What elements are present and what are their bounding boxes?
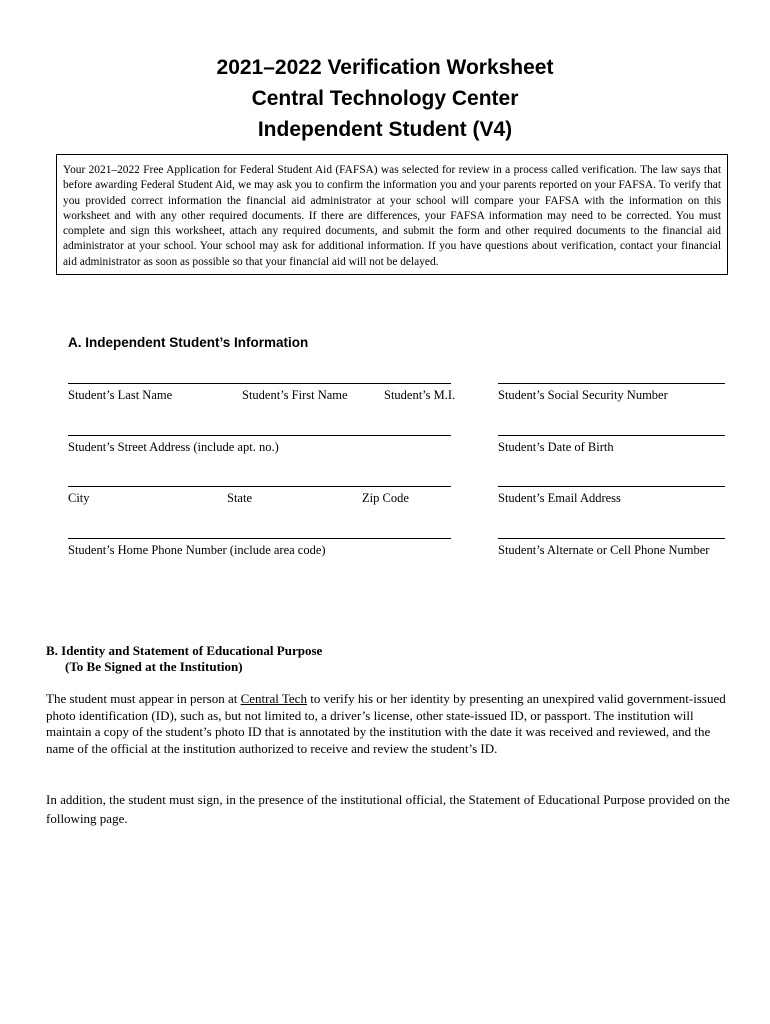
last-name-label: Student’s Last Name [68,388,173,402]
city-state-zip-input-line[interactable] [68,486,451,487]
zip-label: Zip Code [362,491,409,505]
home-phone-label: Student’s Home Phone Number (include area code) [68,543,326,557]
section-a-heading: A. Independent Student’s Information [68,335,309,350]
state-label: State [227,491,252,505]
first-name-label: Student’s First Name [242,388,348,402]
identity-text-start: The student must appear in person at [46,691,241,706]
name-input-line[interactable] [68,383,451,384]
intro-paragraph: Your 2021–2022 Free Application for Federal Student Aid (FAFSA) was selected for review in a process called verification. The law says that before awarding Federal Student Aid, we may ask you to confirm the information you and your parents reported on your FAFSA. To verify that you provided correct information the financial aid administrator at your school will compare your FAFSA with the information on this worksheet and with any other required documents. If there are differences, your FAFSA information may need to be corrected. You must complete and sign this worksheet, attach any required documents, and submit the form and other required documents to the financial aid administrator at your school. Your school may ask for additional information. If you have questions about verification, contact your financial aid administrator as soon as possible so that your financial aid will not be delayed. [56,154,728,275]
section-b-heading-line-2: (To Be Signed at the Institution) [65,659,243,674]
email-label: Student’s Email Address [498,491,621,505]
title-line-1: 2021–2022 Verification Worksheet [216,56,554,79]
educational-purpose-paragraph: In addition, the student must sign, in the presence of the institutional official, the Statement of Educational Purpose provided on the following page. [46,792,730,826]
dob-input-line[interactable] [498,435,725,436]
ssn-label: Student’s Social Security Number [498,388,668,402]
document-title [0,52,770,145]
street-input-line[interactable] [68,435,451,436]
alt-phone-input-line[interactable] [498,538,725,539]
mi-label: Student’s M.I. [384,388,456,402]
title-line-2: Central Technology Center [251,87,519,110]
city-label: City [68,491,90,505]
section-b-heading-line-1: B. Identity and Statement of Educational Purpose [46,643,323,658]
identity-text-end: to verify his or her identity by presenting an unexpired valid government-issued photo identification (ID), such as, but not limited to, a driver’s license, other state-issued ID, or passport. The institution will maintain a copy of the student’s photo ID that is annotated by the institution with the date it was received and reviewed, and the name of the official at the institution authorized to receive and review the student’s ID. [46,691,726,756]
alt-phone-label: Student’s Alternate or Cell Phone Number [498,543,710,557]
street-label: Student’s Street Address (include apt. no.) [68,440,279,454]
identity-paragraph [46,691,736,757]
dob-label: Student’s Date of Birth [498,440,614,454]
home-phone-input-line[interactable] [68,538,451,539]
ssn-input-line[interactable] [498,383,725,384]
section-b-heading [46,643,322,675]
email-input-line[interactable] [498,486,725,487]
central-tech-link[interactable]: Central Tech [240,691,307,706]
title-line-3: Independent Student (V4) [257,118,513,141]
